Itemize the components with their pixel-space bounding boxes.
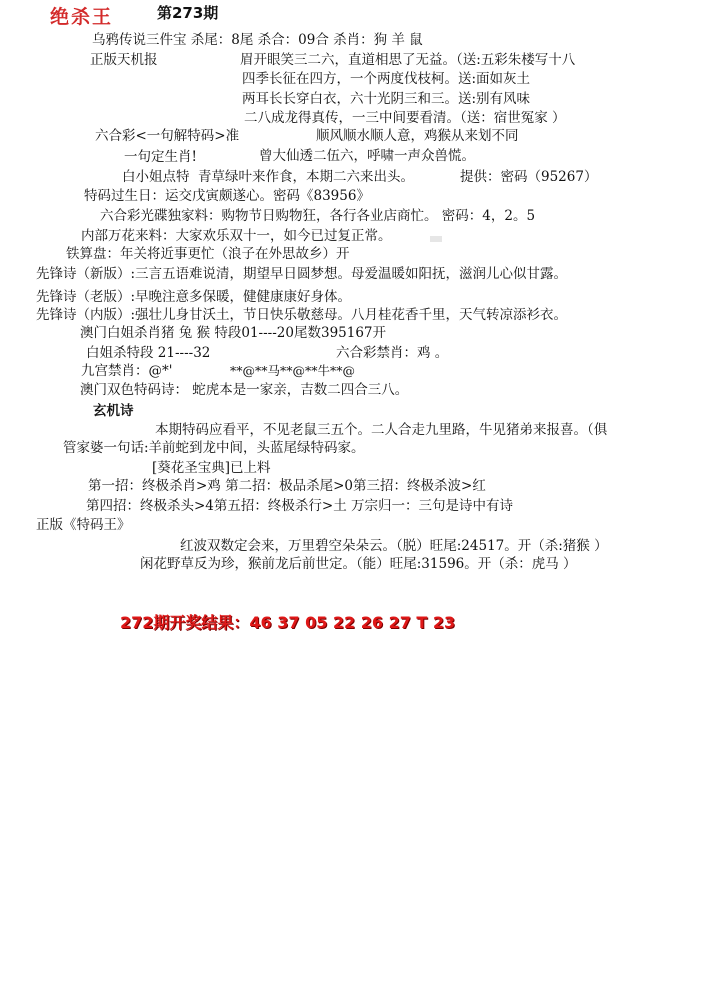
line-crow-legend: 乌鸦传说三件宝 杀尾：8尾 杀合：09合 杀肖：狗 羊 鼠	[92, 32, 423, 48]
line-move-1-3: 第一招：终极杀肖>鸡 第二招：极品杀尾>0第三招：终极杀波>红	[88, 478, 486, 494]
line-special-king-2: 闲花野草反为珍，猴前龙后前世定。（能）旺尾:31596。开（杀：虎马 ）	[140, 556, 577, 572]
line-zodiac-label: 一句定生肖!	[124, 149, 197, 165]
line-housekeeper: 管家婆一句话:羊前蛇到龙中间，头蓝尾绿特码家。	[63, 440, 365, 456]
line-birthday: 特码过生日：运交戊寅颇遂心。密码《83956》	[84, 188, 370, 204]
line-tianji-4: 二八成龙得真传，一三中间要看清。（送：宿世冤家 ）	[244, 110, 566, 126]
line-disc-exclusive: 六合彩光碟独家料：购物节日购物狂，各行各业店商忙。 密码：4，2。5	[100, 208, 536, 224]
line-special-king-label: 正版《特码王》	[36, 517, 131, 533]
line-tianji-1: 眉开眼笑三二六，直道相思了无益。（送:五彩朱楼写十八	[240, 52, 576, 68]
line-provider-code: 提供：密码（95267）	[460, 169, 598, 185]
line-zodiac-text: 曾大仙透二伍六，呼啸一声众兽慌。	[259, 148, 475, 164]
line-baixiaojie-text: 青草绿叶来作食，本期二六来出头。	[198, 169, 414, 185]
line-mystic-poem-text: 本期特码应看平，不见老鼠三五个。二人合走九里路，牛见猪弟来报喜。（俱	[155, 422, 608, 438]
decorative-mark	[430, 236, 442, 242]
line-special-segment: 白姐杀特段 21----32	[86, 345, 211, 361]
line-macau-poem: 澳门双色特码诗： 蛇虎本是一家亲，吉数二四合三八。	[80, 382, 409, 398]
line-baixiaojie-label: 白小姐点特	[122, 169, 190, 185]
line-one-sentence-label: 六合彩<一句解特码>准	[95, 128, 240, 144]
line-pioneer-old: 先锋诗（老版）:早晚注意多保暖，健健康康好身体。	[36, 289, 352, 305]
line-banned-zodiac: 六合彩禁肖：鸡 。	[336, 345, 449, 361]
line-tianji-label: 正版天机报	[90, 52, 158, 68]
line-tianji-2: 四季长征在四方，一个两度伐枝柯。送:面如灰土	[242, 71, 531, 87]
line-pioneer-inner: 先锋诗（内版）:强壮儿身甘沃土，节日快乐敬慈母。八月桂花香千里，天气转凉添衫衣。	[36, 307, 568, 323]
line-one-sentence-text: 顺风顺水顺人意，鸡猴从来划不同	[316, 128, 519, 144]
line-pioneer-new: 先锋诗（新版）:三言五语难说清，期望早日圆梦想。母爱温暖如阳抚，滋润儿心似甘露。	[36, 266, 568, 282]
line-internal: 内部万花来料：大家欢乐双十一，如今已过复正常。	[81, 228, 392, 244]
draw-result: 272期开奖结果：46 37 05 22 26 27 T 23	[120, 613, 456, 632]
line-nine-palace-label: 九宫禁肖：@*'	[81, 363, 173, 379]
line-nine-palace-symbols: **@**马**@**牛**@	[230, 363, 356, 378]
line-sunflower: [葵花圣宝典]已上料	[152, 460, 271, 476]
brand-title: 绝杀王	[50, 6, 114, 28]
line-tianji-3: 两耳长长穿白衣，六十光阴三和三。送:别有风味	[242, 91, 531, 107]
line-move-4-5: 第四招：终极杀头>4第五招：终极杀行>土 万宗归一：三句是诗中有诗	[86, 498, 514, 514]
line-abacus: 铁算盘：年关将近事更忙（浪子在外思故乡）开	[66, 246, 350, 262]
line-special-king-1: 红波双数定会来，万里碧空朵朵云。（脱）旺尾:24517。开（杀:猪猴 ）	[180, 538, 608, 554]
line-mystic-poem-label: 玄机诗	[93, 403, 134, 419]
issue-number: 第273期	[157, 4, 219, 22]
line-macau-baijie: 澳门白姐杀肖猪 兔 猴 特段01----20尾数395167开	[80, 325, 387, 341]
